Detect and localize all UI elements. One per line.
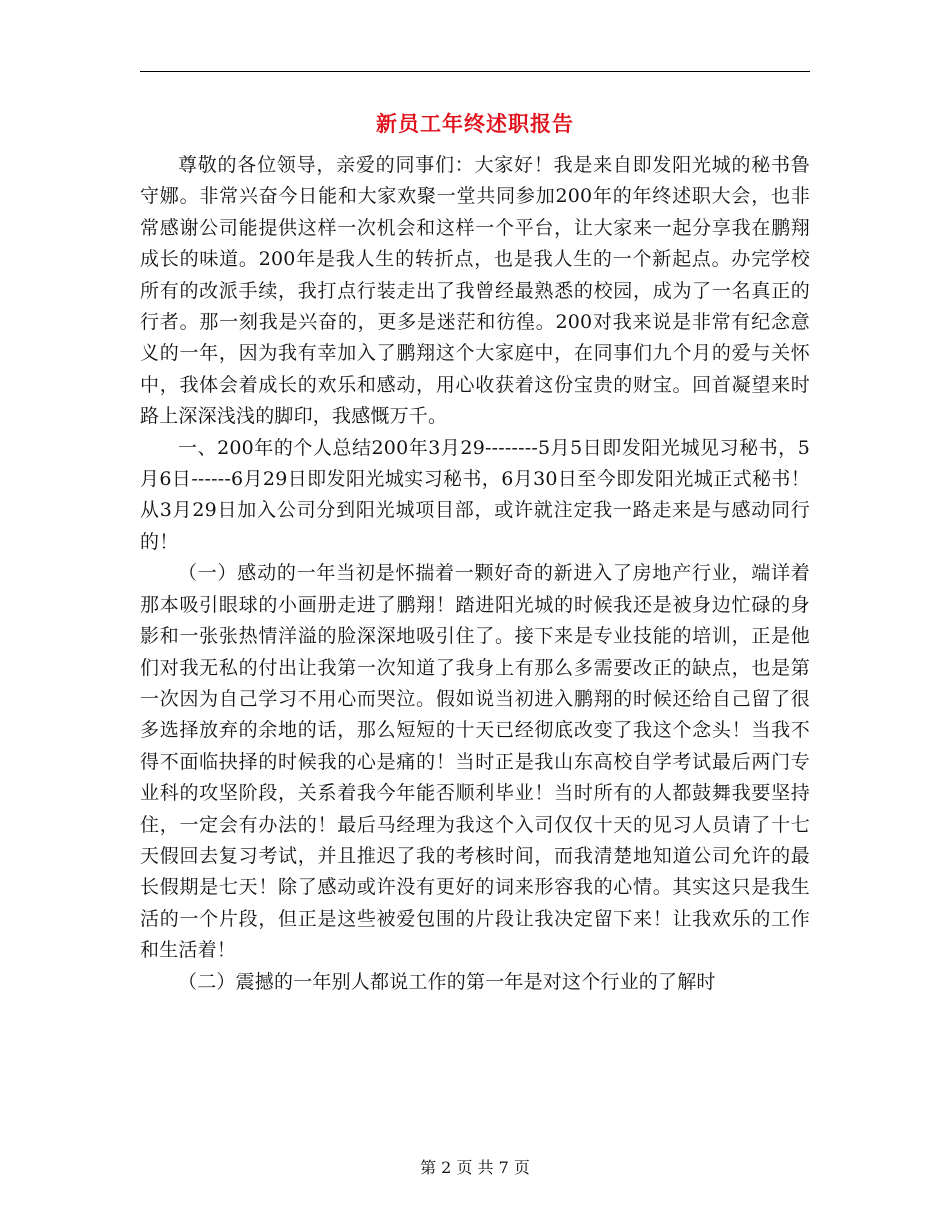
paragraph-summary: 一、200年的个人总结200年3月29--------5月5日即发阳光城见习秘书，5月6日------6月29日即发阳光城实习秘书，6月30日至今即发阳光城正式秘书！从3月29日加入公司分到阳光城项目部，或许就注定我一路走来是与感动同行的！ xyxy=(140,436,810,553)
paragraph-shocked: （二）震撼的一年别人都说工作的第一年是对这个行业的了解时 xyxy=(178,970,716,993)
header-rule xyxy=(140,71,810,72)
paragraph-moved: （一）感动的一年当初是怀揣着一颗好奇的新进入了房地产行业，端详着那本吸引眼球的小画册走进了鹏翔！踏进阳光城的时候我还是被身边忙碌的身影和一张张热情洋溢的脸深深地吸引住了。接下来是专业技能的培训，正是他们对我无私的付出让我第一次知道了我身上有那么多需要改正的缺点，也是第一次因为自己学习不用心而哭泣。假如说当初进入鹏翔的时候还给自己留了很多选择放弃的余地的话，那么短短的十天已经彻底改变了我这个念头！当我不得不面临抉择的时候我的心是痛的！当时正是我山东高校自学考试最后两门专业科的攻坚阶段，关系着我今年能否顺利毕业！当时所有的人都鼓舞我要坚持住，一定会有办法的！最后马经理为我这个入司仅仅十天的见习人员请了十七天假回去复习考试，并且推迟了我的考核时间，而我清楚地知道公司允许的最长假期是七天！除了感动或许没有更好的词来形容我的心情。其实这只是我生活的一个片段，但正是这些被爱包围的片段让我决定留下来！让我欢乐的工作和生活着！ xyxy=(140,562,810,962)
document-title: 新员工年终述职报告 xyxy=(376,111,574,136)
document-body xyxy=(140,150,810,998)
page-number-footer: 第 2 页 共 7 页 xyxy=(420,1158,530,1177)
paragraph-greeting: 尊敬的各位领导，亲爱的同事们：大家好！我是来自即发阳光城的秘书鲁守娜。非常兴奋今日能和大家欢聚一堂共同参加200年的年终述职大会，也非常感谢公司能提供这样一次机会和这样一个平台，让大家来一起分享我在鹏翔成长的味道。200年是我人生的转折点，也是我人生的一个新起点。办完学校所有的改派手续，我打点行装走出了我曾经最熟悉的校园，成为了一名真正的行者。那一刻我是兴奋的，更多是迷茫和彷徨。200对我来说是非常有纪念意义的一年，因为我有幸加入了鹏翔这个大家庭中，在同事们九个月的爱与关怀中，我体会着成长的欢乐和感动，用心收获着这份宝贵的财宝。回首凝望来时路上深深浅浅的脚印，我感慨万千。 xyxy=(140,154,810,428)
